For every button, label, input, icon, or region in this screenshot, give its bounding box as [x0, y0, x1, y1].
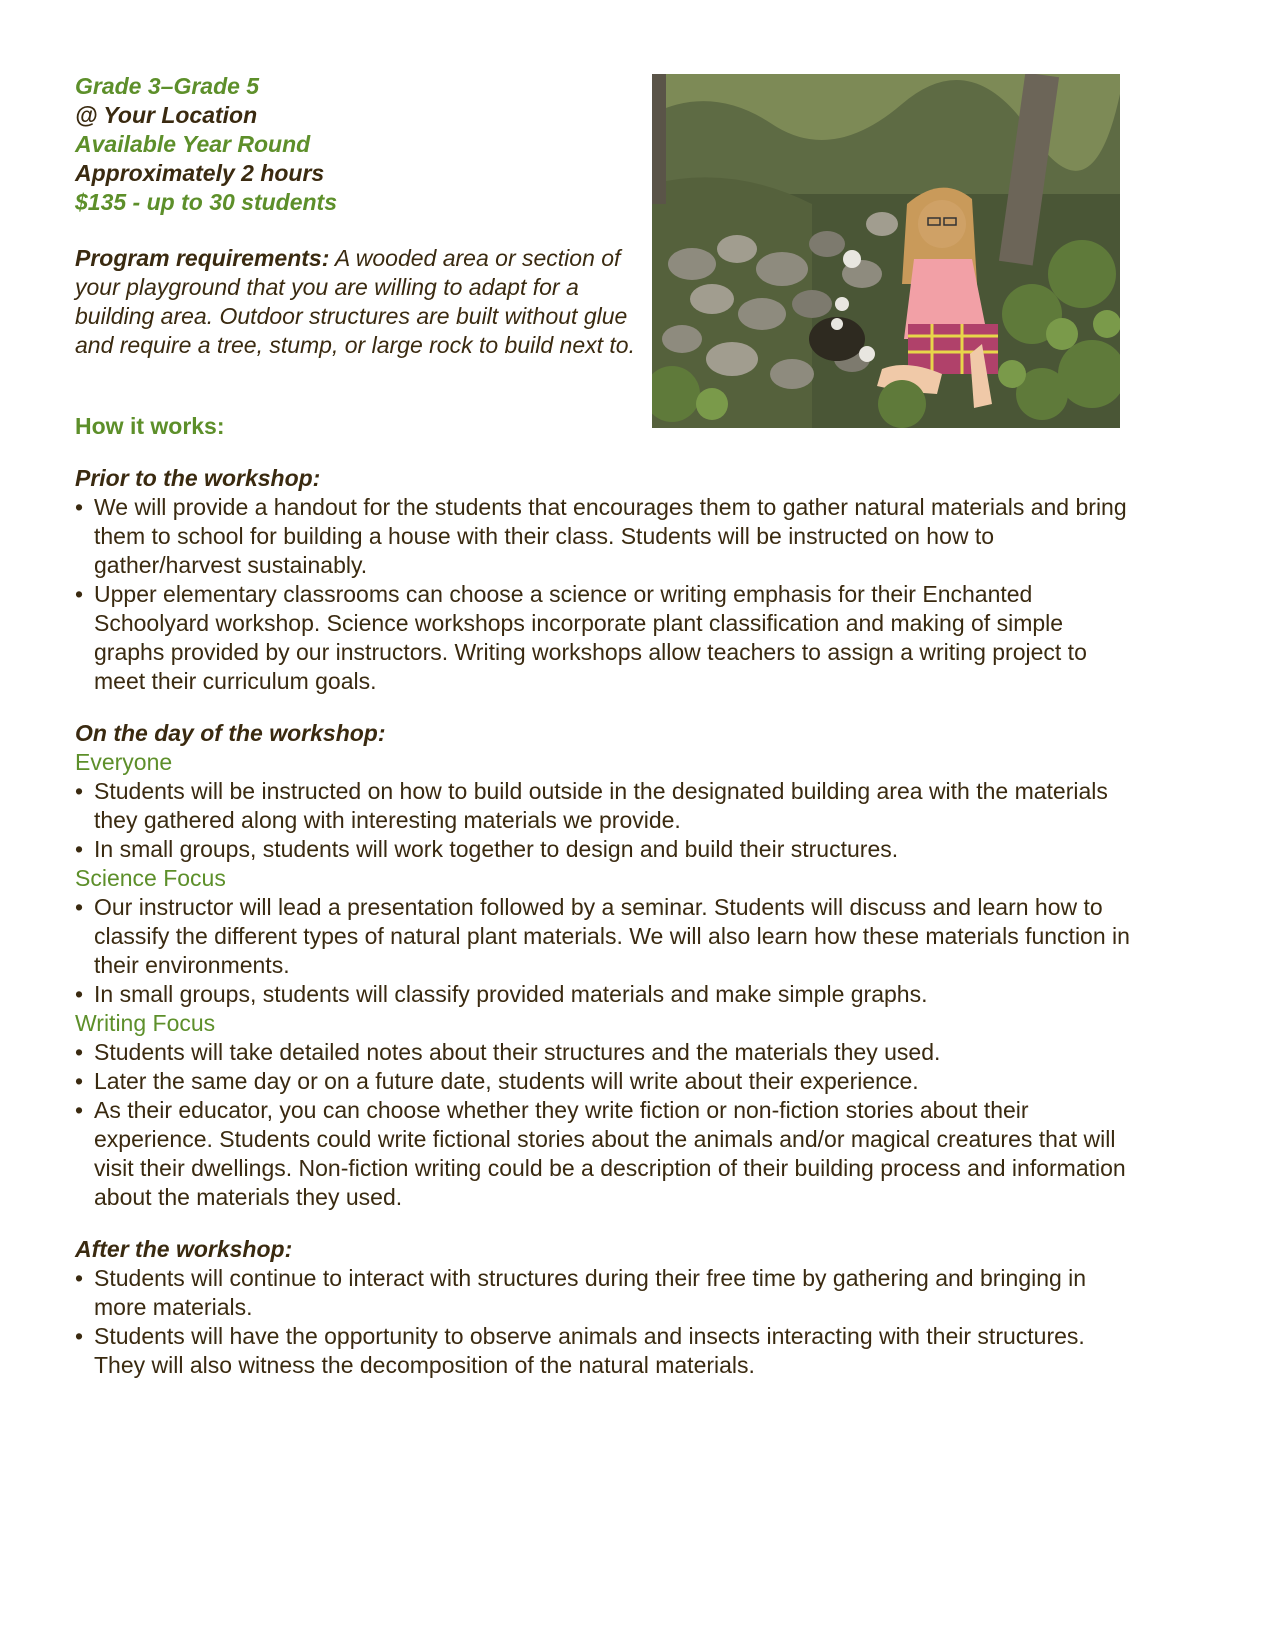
list-item [75, 1096, 1135, 1212]
list-item [75, 493, 1135, 580]
list-item-text: As their educator, you can choose whether they write fiction or non-fiction stories about their experience. Students could write fictional stories about the animals and/or magical creatures that will visit their dwellings. Non-fiction writing could be a description of their building process and information about the materials they used. [94, 1097, 1126, 1210]
bullet: • [75, 581, 84, 607]
location: @ Your Location [75, 102, 258, 128]
list-item-text: Later the same day or on a future date, students will write about their experience. [94, 1068, 919, 1094]
requirements-label: Program requirements: [75, 245, 330, 271]
program-requirements [75, 244, 635, 360]
bullet: • [75, 1265, 84, 1291]
list-item-text: Students will be instructed on how to build outside in the designated building area with the materials they gathered along with interesting materials we provide. [94, 778, 1108, 833]
list-item-text: Students will take detailed notes about their structures and the materials they used. [94, 1039, 941, 1065]
how-it-works-heading: How it works: [75, 413, 225, 439]
list-item-text: Upper elementary classrooms can choose a science or writing emphasis for their Enchanted Schoolyard workshop. Science workshops incorporate plant classification and making of simple graphs provided by our instructors. Writing workshops allow teachers to assign a writing project to meet their curriculum goals. [94, 581, 1087, 694]
list-item-text: Students will continue to interact with structures during their free time by gathering and bringing in more materials. [94, 1265, 1087, 1320]
list-item [75, 580, 1135, 696]
photo-girl-fairy-house [652, 74, 1120, 428]
bullet: • [75, 778, 84, 804]
bullet: • [75, 1097, 84, 1123]
list-item [75, 835, 1135, 864]
list-item [75, 980, 1135, 1009]
program-details [75, 464, 1135, 1380]
bullet: • [75, 1323, 84, 1349]
writing-list [75, 1038, 1135, 1212]
prior-heading: Prior to the workshop: [75, 465, 321, 491]
spacer [75, 696, 1135, 719]
writing-focus-label: Writing Focus [75, 1010, 216, 1036]
list-item-text: Our instructor will lead a presentation followed by a seminar. Students will discuss and learn how to classify the different types of natural plant materials. We will also learn how these materials function in their environments. [94, 894, 1130, 978]
list-item-text: Students will have the opportunity to observe animals and insects interacting with their structures. They will also witness the decomposition of the natural materials. [94, 1323, 1085, 1378]
after-list [75, 1264, 1135, 1380]
bullet: • [75, 836, 84, 862]
everyone-label: Everyone [75, 749, 173, 775]
science-focus-label: Science Focus [75, 865, 226, 891]
list-item [75, 1067, 1135, 1096]
bullet: • [75, 981, 84, 1007]
bullet: • [75, 1039, 84, 1065]
duration: Approximately 2 hours [75, 160, 325, 186]
list-item-text: We will provide a handout for the students that encourages them to gather natural materials and bring them to school for building a house with their class. Students will be instructed on how to gather/harvest sustainably. [94, 494, 1127, 578]
list-item [75, 777, 1135, 835]
bullet: • [75, 894, 84, 920]
list-item-text: In small groups, students will work together to design and build their structures. [94, 836, 899, 862]
grade-range: Grade 3–Grade 5 [75, 73, 260, 99]
bullet: • [75, 1068, 84, 1094]
price: $135 - up to 30 students [75, 189, 338, 215]
program-meta [75, 72, 635, 217]
photo-illustration [652, 74, 1120, 428]
day-heading: On the day of the workshop: [75, 720, 386, 746]
spacer [75, 1212, 1135, 1235]
list-item [75, 1322, 1135, 1380]
list-item [75, 1264, 1135, 1322]
everyone-list [75, 777, 1135, 864]
prior-list [75, 493, 1135, 696]
list-item [75, 893, 1135, 980]
after-heading: After the workshop: [75, 1236, 293, 1262]
availability: Available Year Round [75, 131, 311, 157]
science-list [75, 893, 1135, 1009]
list-item-text: In small groups, students will classify provided materials and make simple graphs. [94, 981, 928, 1007]
requirements-text: A wooded area or section of your playground that you are willing to adapt for a building area. Outdoor structures are built without glue and require a tree, stump, or large rock to build next to. [75, 245, 635, 358]
list-item [75, 1038, 1135, 1067]
bullet: • [75, 494, 84, 520]
